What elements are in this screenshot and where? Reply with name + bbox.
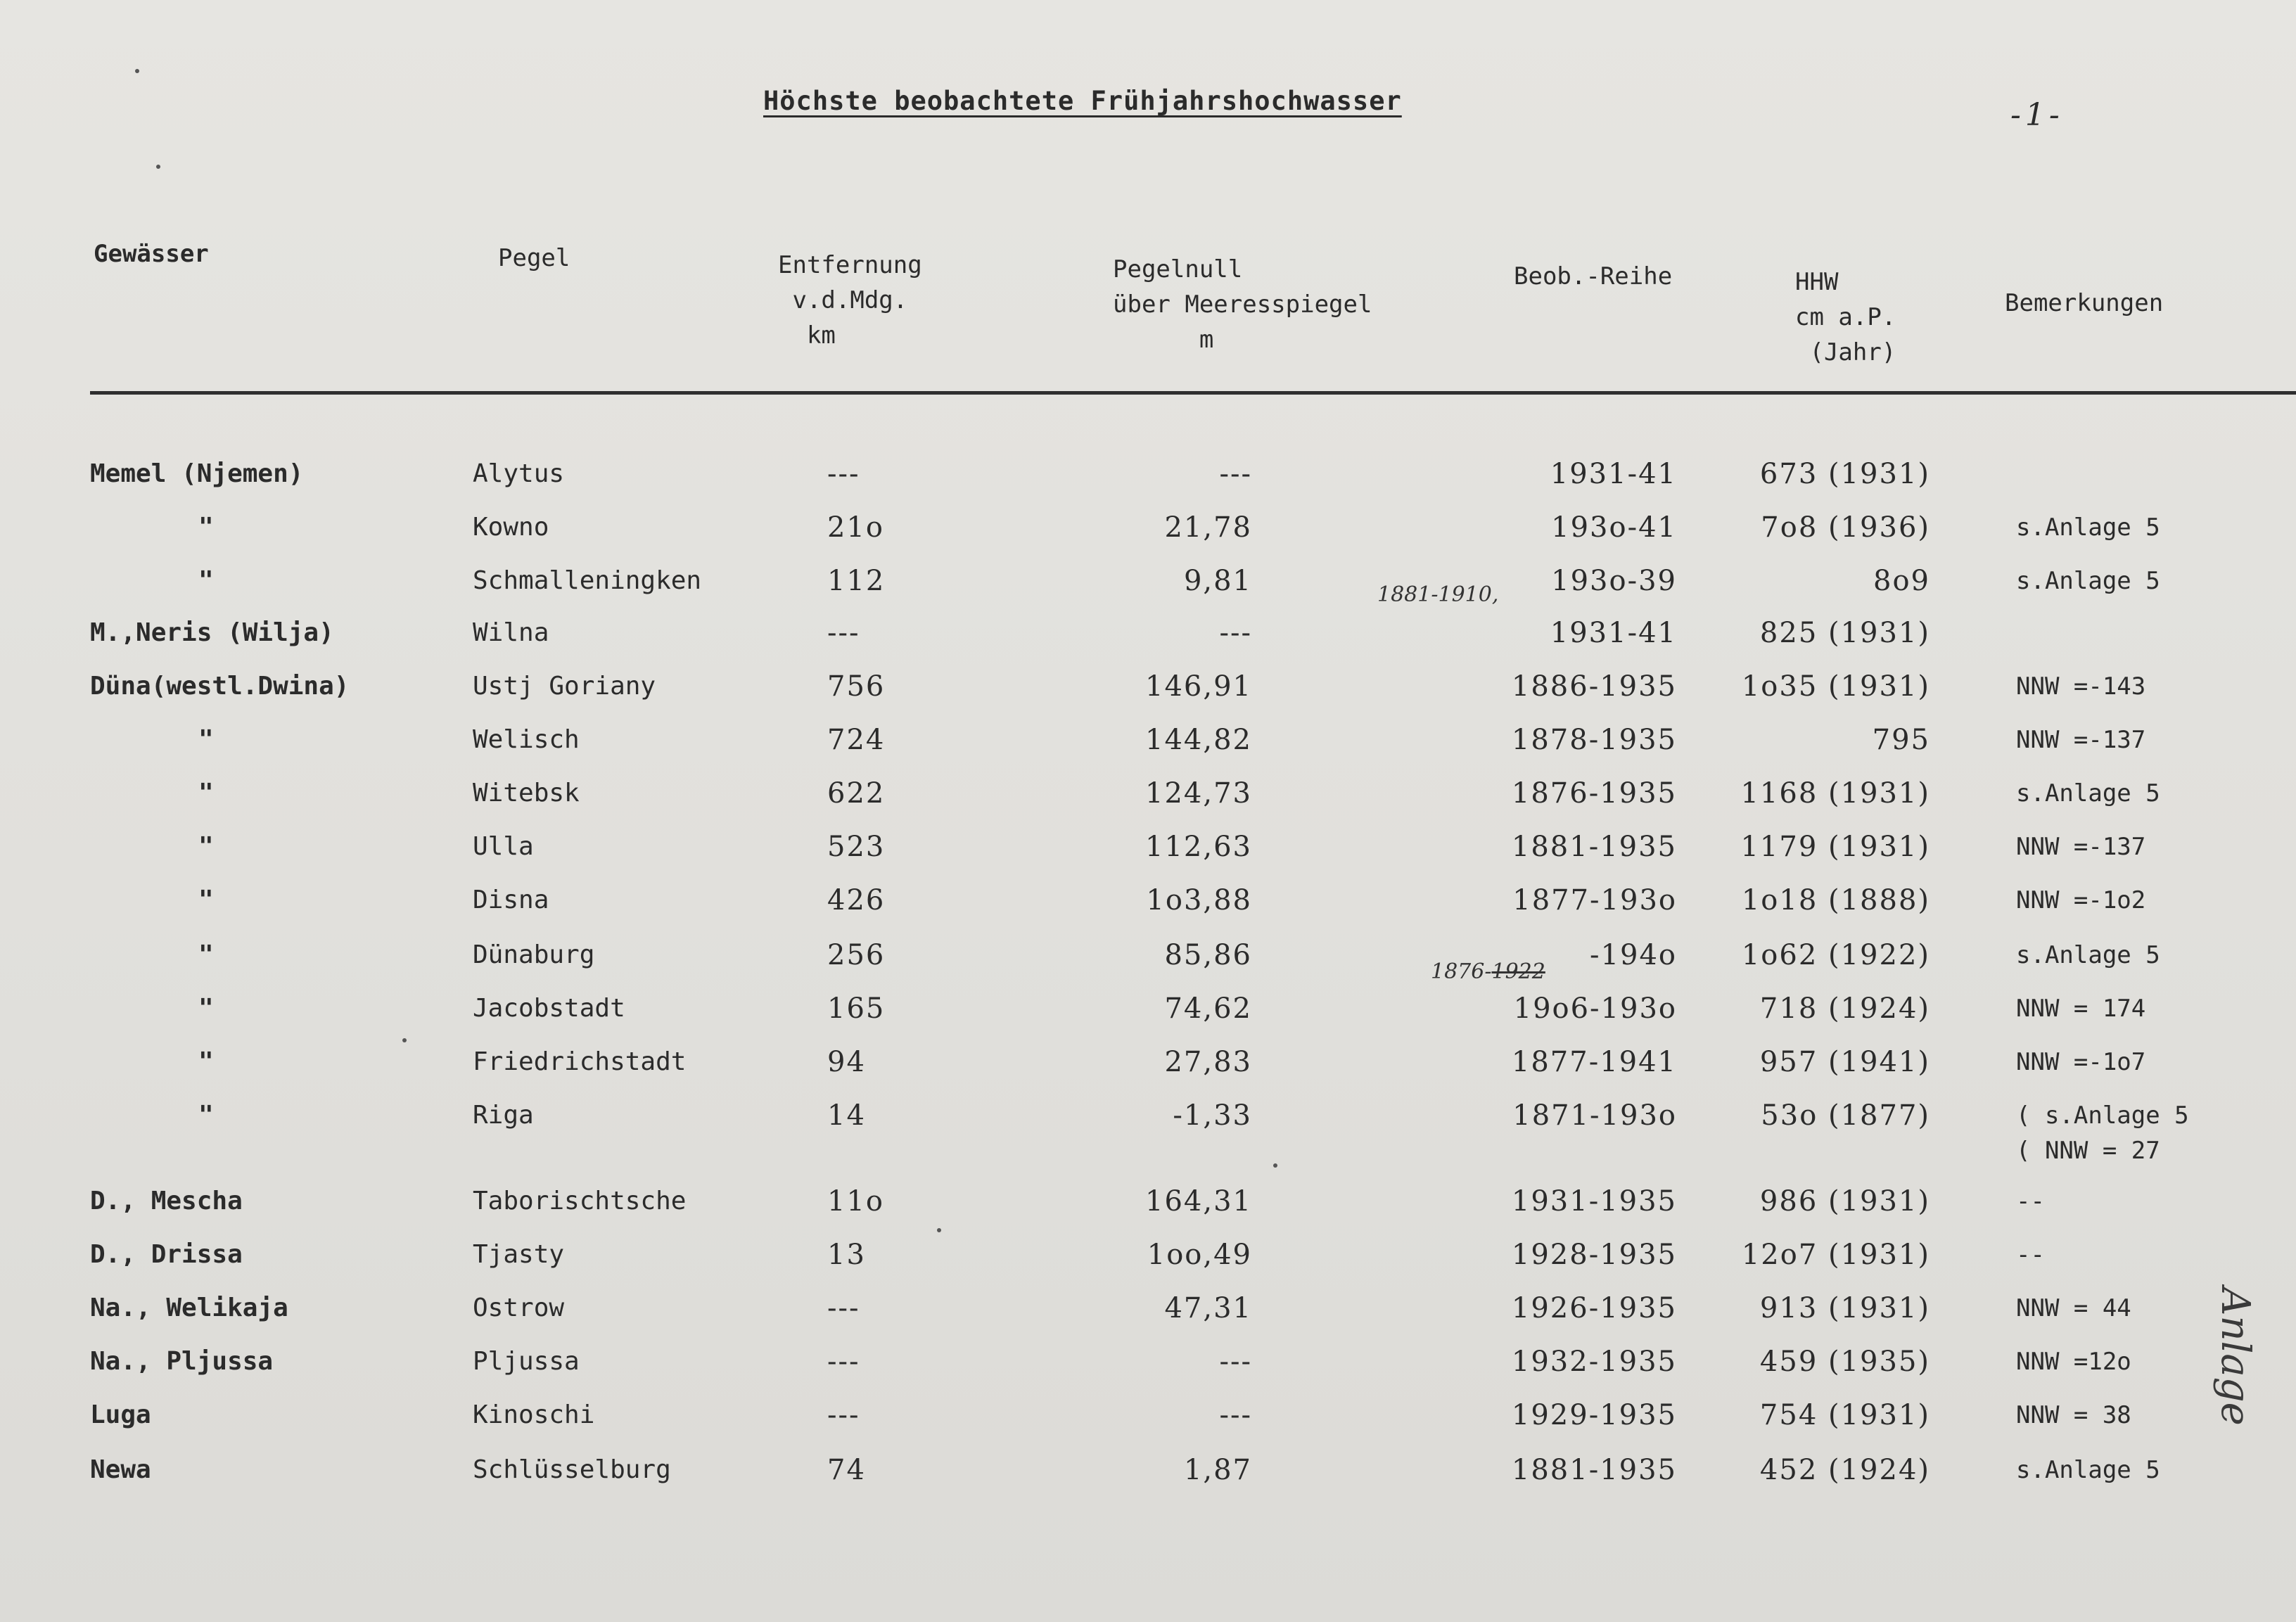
cell-entfernung: 256 [827, 939, 886, 971]
cell-pegel: Kowno [473, 513, 549, 542]
cell-pegelnull: 1oo,49 [1147, 1239, 1252, 1271]
cell-pegelnull: 146,91 [1145, 670, 1252, 703]
cell-beob-reihe: -194o [1590, 939, 1677, 971]
cell-entfernung: --- [827, 1399, 860, 1431]
cell-pegel: Schmalleningken [473, 566, 702, 595]
cell-pegelnull: 74,62 [1164, 992, 1252, 1025]
cell-pegelnull: 47,31 [1164, 1292, 1252, 1324]
cell-bemerkungen: NNW = 44 [2016, 1294, 2131, 1322]
cell-pegel: Pljussa [473, 1347, 580, 1376]
struck-year: 1922 [1491, 959, 1545, 984]
header-bemerkungen: Bemerkungen [2005, 289, 2164, 317]
cell-hhw: 1o18 (1888) [1741, 884, 1930, 917]
cell-pegelnull: 1,87 [1183, 1454, 1252, 1486]
cell-pegelnull: -1,33 [1173, 1099, 1252, 1132]
cell-beob-reihe: 1871-193o [1512, 1099, 1677, 1132]
cell-gewaesser: Luga [90, 1400, 151, 1429]
cell-beob-reihe: 19o6-193o [1513, 992, 1677, 1025]
cell-hhw: 957 (1941) [1759, 1046, 1930, 1078]
cell-pegelnull: --- [1219, 1399, 1252, 1431]
cell-gewaesser: Na., Pljussa [90, 1347, 274, 1376]
cell-gewaesser: " [198, 566, 214, 595]
cell-hhw: 12o7 (1931) [1741, 1239, 1930, 1271]
cell-entfernung: 724 [827, 724, 886, 756]
cell-bemerkungen: NNW = 38 [2016, 1401, 2131, 1429]
cell-beob-reihe: 1932-1935 [1511, 1346, 1677, 1378]
cell-hhw: 754 (1931) [1759, 1399, 1930, 1431]
cell-pegel: Ustj Goriany [473, 672, 656, 701]
cell-bemerkungen: NNW =-1o2 [2016, 886, 2146, 914]
header-divider-line [90, 391, 2296, 395]
cell-beob-reihe: 1929-1935 [1511, 1399, 1677, 1431]
cell-gewaesser: " [198, 886, 214, 914]
cell-entfernung: 14 [827, 1099, 866, 1132]
cell-entfernung: 11o [827, 1185, 884, 1218]
paper-speck [1273, 1163, 1277, 1168]
cell-beob-reihe: 1881-1935 [1511, 1454, 1677, 1486]
cell-gewaesser: " [198, 725, 214, 754]
cell-gewaesser: D., Drissa [90, 1240, 243, 1269]
cell-bemerkungen: ( s.Anlage 5 [2016, 1101, 2189, 1130]
cell-beob-reihe: 193o-41 [1551, 511, 1677, 544]
cell-gewaesser: " [198, 1101, 214, 1130]
cell-beob-reihe: 1928-1935 [1511, 1239, 1677, 1271]
cell-pegel: Tjasty [473, 1240, 565, 1269]
cell-pegelnull: 9,81 [1183, 565, 1252, 597]
cell-beob-reihe: 1931-41 [1550, 617, 1677, 649]
cell-pegel: Taborischtsche [473, 1187, 687, 1215]
cell-pegelnull: --- [1219, 617, 1252, 649]
cell-hhw: 1o62 (1922) [1741, 939, 1930, 971]
cell-entfernung: 94 [827, 1046, 866, 1078]
cell-pegel: Alytus [473, 459, 565, 488]
cell-hhw: 673 (1931) [1759, 458, 1930, 490]
cell-gewaesser: " [198, 832, 214, 861]
header-entfernung: Entfernung v.d.Mdg. km [778, 251, 922, 350]
cell-hhw: 1179 (1931) [1740, 831, 1930, 863]
cell-pegelnull: 21,78 [1164, 511, 1252, 544]
cell-gewaesser: " [198, 1047, 214, 1076]
cell-beob-reihe: 1877-1941 [1511, 1046, 1677, 1078]
cell-gewaesser: " [198, 940, 214, 969]
cell-pegelnull: --- [1219, 458, 1252, 490]
cell-pegel: Dünaburg [473, 940, 595, 969]
cell-gewaesser: Memel (Njemen) [90, 459, 304, 488]
cell-pegel: Welisch [473, 725, 580, 754]
cell-beob-reihe: 1931-41 [1550, 458, 1677, 490]
cell-pegel: Witebsk [473, 779, 580, 807]
cell-pegelnull: 1o3,88 [1146, 884, 1252, 917]
cell-beob-reihe: 1926-1935 [1511, 1292, 1677, 1324]
margin-annotation: Anlage [2212, 1287, 2258, 1426]
cell-hhw: 8o9 [1873, 565, 1930, 597]
cell-pegelnull: 27,83 [1164, 1046, 1252, 1078]
cell-pegel: Friedrichstadt [473, 1047, 687, 1076]
cell-entfernung: --- [827, 617, 860, 649]
cell-entfernung: 21o [827, 511, 884, 544]
cell-entfernung: 756 [827, 670, 886, 703]
cell-pegel: Ulla [473, 832, 534, 861]
header-hhw: HHW cm a.P. (Jahr) [1795, 268, 1896, 366]
cell-pegelnull: --- [1219, 1346, 1252, 1378]
cell-hhw: 718 (1924) [1759, 992, 1930, 1025]
cell-beob-reihe: 1931-1935 [1511, 1185, 1677, 1218]
cell-pegel: Jacobstadt [473, 994, 625, 1023]
cell-bemerkungen: NNW =-1o7 [2016, 1048, 2146, 1076]
cell-hhw: 913 (1931) [1759, 1292, 1930, 1324]
cell-hhw: 986 (1931) [1759, 1185, 1930, 1218]
cell-bemerkungen-2: ( NNW = 27 [2016, 1137, 2160, 1165]
paper-speck [135, 69, 139, 73]
paper-speck [402, 1038, 407, 1042]
cell-beob-reihe: 1877-193o [1512, 884, 1677, 917]
cell-beob-reihe: 193o-39 [1551, 565, 1677, 597]
cell-gewaesser: M.,Neris (Wilja) [90, 618, 334, 647]
document-title: Höchste beobachtete Frühjahrshochwasser [763, 86, 1402, 116]
cell-hhw: 459 (1935) [1759, 1346, 1930, 1378]
cell-entfernung: --- [827, 1292, 860, 1324]
cell-hhw: 7o8 (1936) [1761, 511, 1930, 544]
cell-gewaesser: Newa [90, 1455, 151, 1484]
cell-gewaesser: " [198, 779, 214, 807]
header-pegel: Pegel [498, 244, 570, 272]
cell-pegelnull: 85,86 [1164, 939, 1252, 971]
cell-entfernung: 622 [827, 777, 886, 810]
cell-entfernung: 426 [827, 884, 886, 917]
cell-gewaesser: D., Mescha [90, 1187, 243, 1215]
cell-hhw: 795 [1872, 724, 1930, 756]
cell-bemerkungen: s.Anlage 5 [2016, 941, 2160, 969]
cell-entfernung: 13 [827, 1239, 866, 1271]
cell-bemerkungen: NNW =-137 [2016, 833, 2146, 861]
cell-pegel: Riga [473, 1101, 534, 1130]
handwritten-start-year: 1876- [1431, 959, 1492, 984]
cell-pegelnull: 144,82 [1145, 724, 1252, 756]
header-gewaesser: Gewässer [94, 240, 209, 268]
cell-bemerkungen: NNW =12o [2016, 1348, 2131, 1376]
cell-bemerkungen: NNW =-143 [2016, 672, 2146, 701]
cell-entfernung: --- [827, 1346, 860, 1378]
cell-entfernung: 165 [827, 992, 886, 1025]
cell-entfernung: 523 [827, 831, 886, 863]
paper-speck [937, 1228, 941, 1232]
cell-bemerkungen: s.Anlage 5 [2016, 1456, 2160, 1484]
cell-gewaesser: " [198, 513, 214, 542]
cell-gewaesser: Düna(westl.Dwina) [90, 672, 350, 701]
cell-pegelnull: 112,63 [1145, 831, 1252, 863]
cell-bemerkungen: -- [2016, 1187, 2045, 1215]
cell-bemerkungen: -- [2016, 1241, 2045, 1269]
cell-entfernung: 74 [827, 1454, 866, 1486]
cell-entfernung: --- [827, 458, 860, 490]
cell-beob-reihe: 1881-1935 [1511, 831, 1677, 863]
cell-gewaesser: " [198, 994, 214, 1023]
cell-bemerkungen: NNW = 174 [2016, 995, 2146, 1023]
cell-pegel: Ostrow [473, 1294, 565, 1322]
cell-pegel: Disna [473, 886, 549, 914]
header-beob-reihe: Beob.-Reihe [1514, 262, 1673, 290]
cell-hhw: 825 (1931) [1759, 617, 1930, 649]
cell-hhw: 452 (1924) [1759, 1454, 1930, 1486]
cell-pegel: Wilna [473, 618, 549, 647]
cell-bemerkungen: s.Anlage 5 [2016, 513, 2160, 542]
cell-pegelnull: 124,73 [1145, 777, 1252, 810]
paper-speck [156, 165, 160, 169]
cell-hhw: 1o35 (1931) [1741, 670, 1930, 703]
cell-entfernung: 112 [827, 565, 886, 597]
handwritten-note-schmalleningken: 1881-1910, [1377, 582, 1499, 607]
header-pegelnull: Pegelnull über Meeresspiegel m [1113, 255, 1372, 354]
cell-bemerkungen: s.Anlage 5 [2016, 567, 2160, 595]
cell-pegelnull: 164,31 [1145, 1185, 1252, 1218]
page-number: -1- [2010, 97, 2064, 133]
cell-beob-reihe: 1878-1935 [1511, 724, 1677, 756]
handwritten-note-duenaburg [1431, 959, 1545, 984]
cell-hhw: 53o (1877) [1761, 1099, 1930, 1132]
cell-hhw: 1168 (1931) [1740, 777, 1930, 810]
cell-pegel: Schlüsselburg [473, 1455, 671, 1484]
cell-pegel: Kinoschi [473, 1400, 595, 1429]
cell-gewaesser: Na., Welikaja [90, 1294, 288, 1322]
cell-beob-reihe: 1886-1935 [1511, 670, 1677, 703]
cell-bemerkungen: s.Anlage 5 [2016, 779, 2160, 807]
cell-bemerkungen: NNW =-137 [2016, 726, 2146, 754]
cell-beob-reihe: 1876-1935 [1511, 777, 1677, 810]
